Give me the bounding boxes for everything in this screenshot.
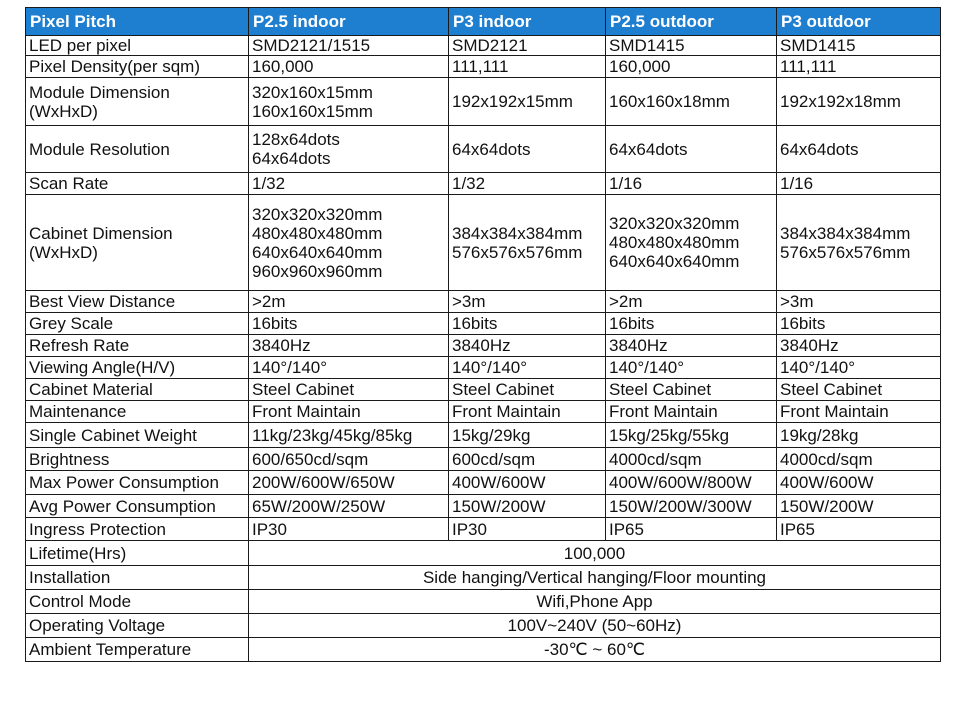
table-row — [26, 518, 941, 541]
row-label: LED per pixel — [26, 36, 249, 56]
table-row — [26, 36, 941, 56]
row-label: Operating Voltage — [26, 614, 249, 638]
row-value: 200W/600W/650W — [249, 471, 449, 495]
row-value: 111,111 — [777, 56, 941, 78]
row-value: 16bits — [249, 313, 449, 335]
row-value-span: Side hanging/Vertical hanging/Floor mounting — [249, 566, 941, 590]
row-label: Maintenance — [26, 401, 249, 423]
table-row — [26, 78, 941, 126]
row-value: 65W/200W/250W — [249, 495, 449, 518]
table-row — [26, 541, 941, 566]
row-value: Steel Cabinet — [249, 379, 449, 401]
header-p3-indoor: P3 indoor — [449, 8, 606, 36]
row-value-span: Wifi,Phone App — [249, 590, 941, 614]
row-value: 3840Hz — [449, 335, 606, 357]
table-row — [26, 379, 941, 401]
row-label: Refresh Rate — [26, 335, 249, 357]
table-row — [26, 173, 941, 195]
row-value: 111,111 — [449, 56, 606, 78]
row-label: Scan Rate — [26, 173, 249, 195]
row-value: IP30 — [449, 518, 606, 541]
row-value: >3m — [449, 291, 606, 313]
row-value-span: -30℃ ~ 60℃ — [249, 638, 941, 662]
row-value: 160x160x18mm — [606, 78, 777, 126]
row-value: 19kg/28kg — [777, 423, 941, 448]
row-value: 384x384x384mm 576x576x576mm — [777, 195, 941, 291]
row-label: Pixel Density(per sqm) — [26, 56, 249, 78]
spec-table — [25, 7, 941, 662]
row-value: Steel Cabinet — [606, 379, 777, 401]
spec-table-body — [26, 36, 941, 662]
table-row — [26, 566, 941, 590]
row-value: 4000cd/sqm — [606, 448, 777, 471]
row-label: Cabinet Dimension (WxHxD) — [26, 195, 249, 291]
row-value: 320x320x320mm 480x480x480mm 640x640x640mm 960x960x960mm — [249, 195, 449, 291]
row-label: Max Power Consumption — [26, 471, 249, 495]
row-value: 3840Hz — [249, 335, 449, 357]
table-row — [26, 56, 941, 78]
row-value: Front Maintain — [249, 401, 449, 423]
row-value: 192x192x15mm — [449, 78, 606, 126]
row-label: Brightness — [26, 448, 249, 471]
row-label: Installation — [26, 566, 249, 590]
row-value: >2m — [606, 291, 777, 313]
row-value: 160,000 — [606, 56, 777, 78]
table-row — [26, 614, 941, 638]
row-value: Steel Cabinet — [449, 379, 606, 401]
table-row — [26, 423, 941, 448]
row-value: 192x192x18mm — [777, 78, 941, 126]
table-row — [26, 313, 941, 335]
row-value: Steel Cabinet — [777, 379, 941, 401]
row-value: 600/650cd/sqm — [249, 448, 449, 471]
row-value: 400W/600W/800W — [606, 471, 777, 495]
row-value: 384x384x384mm 576x576x576mm — [449, 195, 606, 291]
table-row — [26, 401, 941, 423]
row-value: 64x64dots — [606, 126, 777, 173]
row-value: 128x64dots 64x64dots — [249, 126, 449, 173]
row-value: Front Maintain — [777, 401, 941, 423]
row-label: Grey Scale — [26, 313, 249, 335]
row-value-span: 100,000 — [249, 541, 941, 566]
row-value: 4000cd/sqm — [777, 448, 941, 471]
table-row — [26, 291, 941, 313]
row-value: SMD1415 — [777, 36, 941, 56]
row-value: IP65 — [606, 518, 777, 541]
row-value: 3840Hz — [777, 335, 941, 357]
row-value: 11kg/23kg/45kg/85kg — [249, 423, 449, 448]
row-label: Control Mode — [26, 590, 249, 614]
row-label: Module Resolution — [26, 126, 249, 173]
row-value: 16bits — [777, 313, 941, 335]
table-row — [26, 590, 941, 614]
row-label: Ambient Temperature — [26, 638, 249, 662]
row-value: 16bits — [449, 313, 606, 335]
header-pixel-pitch: Pixel Pitch — [26, 8, 249, 36]
row-value: 16bits — [606, 313, 777, 335]
row-label: Ingress Protection — [26, 518, 249, 541]
row-value: 140°/140° — [606, 357, 777, 379]
row-value: 140°/140° — [449, 357, 606, 379]
row-value: 140°/140° — [777, 357, 941, 379]
row-value: SMD2121/1515 — [249, 36, 449, 56]
row-value: 15kg/25kg/55kg — [606, 423, 777, 448]
table-row — [26, 495, 941, 518]
row-value: 3840Hz — [606, 335, 777, 357]
row-value: 140°/140° — [249, 357, 449, 379]
header-p25-indoor: P2.5 indoor — [249, 8, 449, 36]
row-value: 64x64dots — [449, 126, 606, 173]
row-value: SMD2121 — [449, 36, 606, 56]
table-row — [26, 448, 941, 471]
table-row — [26, 357, 941, 379]
row-value-span: 100V~240V (50~60Hz) — [249, 614, 941, 638]
header-p25-outdoor: P2.5 outdoor — [606, 8, 777, 36]
row-value: 320x160x15mm 160x160x15mm — [249, 78, 449, 126]
row-label: Viewing Angle(H/V) — [26, 357, 249, 379]
row-value: 15kg/29kg — [449, 423, 606, 448]
row-value: 320x320x320mm 480x480x480mm 640x640x640mm — [606, 195, 777, 291]
row-value: 150W/200W — [449, 495, 606, 518]
row-value: 1/32 — [449, 173, 606, 195]
row-value: 1/16 — [606, 173, 777, 195]
row-label: Module Dimension (WxHxD) — [26, 78, 249, 126]
row-label: Avg Power Consumption — [26, 495, 249, 518]
row-value: 150W/200W — [777, 495, 941, 518]
row-label: Lifetime(Hrs) — [26, 541, 249, 566]
table-row — [26, 126, 941, 173]
row-value: >3m — [777, 291, 941, 313]
table-row — [26, 471, 941, 495]
row-value: 1/16 — [777, 173, 941, 195]
row-label: Best View Distance — [26, 291, 249, 313]
row-value: 150W/200W/300W — [606, 495, 777, 518]
row-value: Front Maintain — [606, 401, 777, 423]
row-value: Front Maintain — [449, 401, 606, 423]
table-row — [26, 335, 941, 357]
row-value: 1/32 — [249, 173, 449, 195]
spec-table-header — [26, 8, 941, 36]
header-row — [26, 8, 941, 36]
row-value: SMD1415 — [606, 36, 777, 56]
row-value: >2m — [249, 291, 449, 313]
row-value: 160,000 — [249, 56, 449, 78]
row-value: 64x64dots — [777, 126, 941, 173]
row-label: Single Cabinet Weight — [26, 423, 249, 448]
row-label: Cabinet Material — [26, 379, 249, 401]
header-p3-outdoor: P3 outdoor — [777, 8, 941, 36]
table-row — [26, 195, 941, 291]
row-value: 600cd/sqm — [449, 448, 606, 471]
row-value: 400W/600W — [777, 471, 941, 495]
row-value: 400W/600W — [449, 471, 606, 495]
row-value: IP65 — [777, 518, 941, 541]
row-value: IP30 — [249, 518, 449, 541]
table-row — [26, 638, 941, 662]
